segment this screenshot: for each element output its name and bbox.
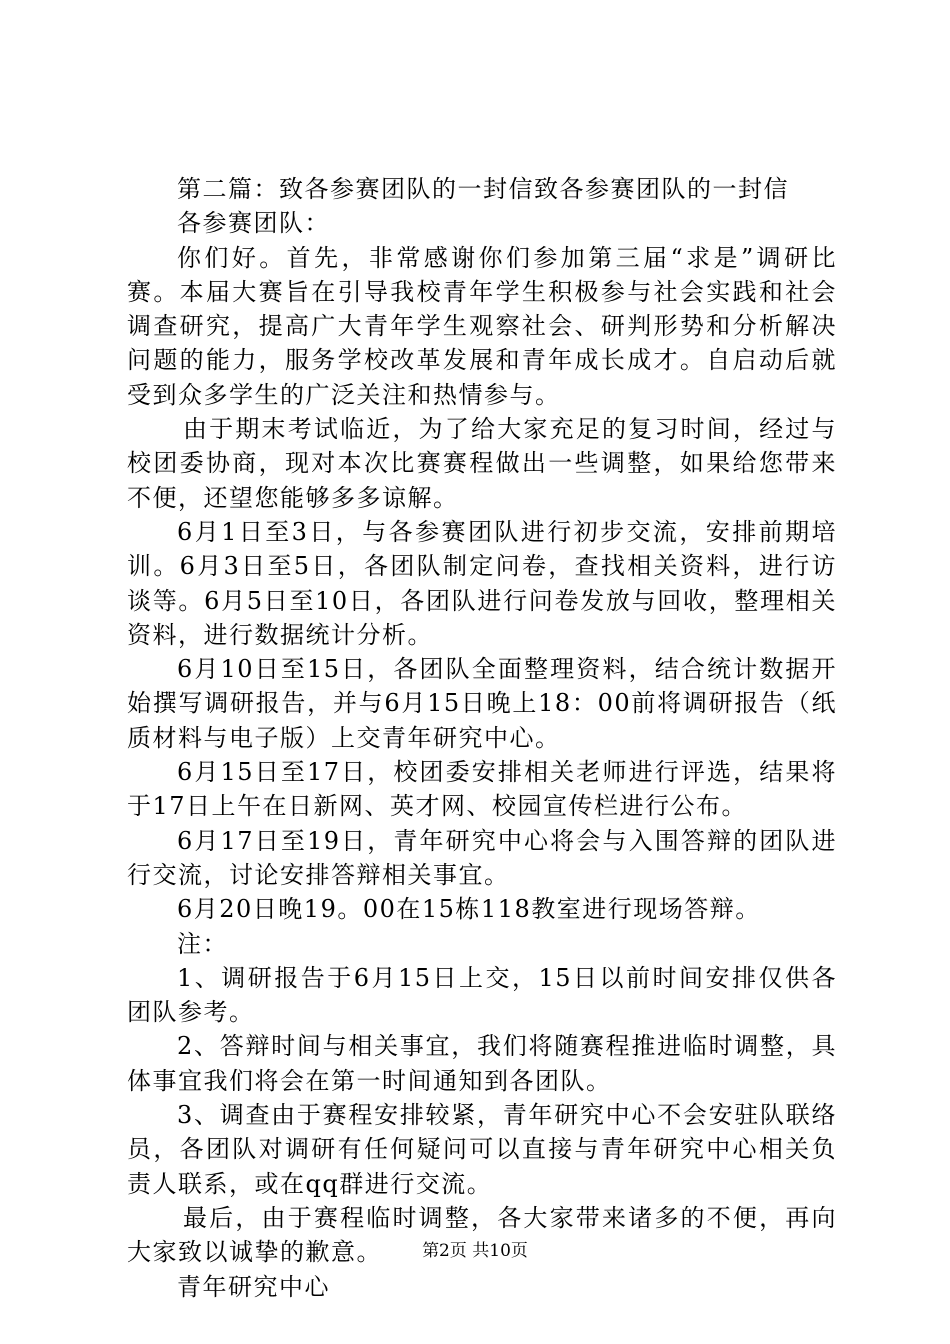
signature: 青年研究中心 xyxy=(177,1272,330,1301)
page-number-label: 第2页 共10页 xyxy=(422,1241,528,1261)
paragraph-schedule-june-10: 6月10日至15日，各团队全面整理资料，结合统计数据开始撰写调研报告，并与6月15日晚上18：00前将调研报告（纸质材料与电子版）上交青年研究中心。 xyxy=(127,655,837,752)
note-item-1: 1、调研报告于6月15日上交，15日以前时间安排仅供各团队参考。 xyxy=(127,963,837,1027)
paragraph-schedule-june-17: 6月17日至19日，青年研究中心将会与入围答辩的团队进行交流，讨论安排答辩相关事宜。 xyxy=(127,826,837,889)
letter-heading: 第二篇：致各参赛团队的一封信致各参赛团队的一封信 xyxy=(177,175,789,203)
paragraph-schedule-june-20: 6月20日晚19。00在15栋118教室进行现场答辩。 xyxy=(177,895,761,924)
paragraph-schedule-june-1: 6月1日至3日，与各参赛团队进行初步交流，安排前期培训。6月3日至5日，各团队制定问卷，查找相关资料，进行访谈等。6月5日至10日，各团队进行问卷发放与回收，整理相关资料，进行数据统计分析。 xyxy=(127,517,837,649)
letter-body xyxy=(127,172,837,1304)
note-item-2: 2、答辩时间与相关事宜，我们将随赛程推进临时调整，具体事宜我们将会在第一时间通知到各团队。 xyxy=(127,1032,837,1095)
paragraph-greeting: 你们好。首先，非常感谢你们参加第三届“求是”调研比赛。本届大赛旨在引导我校青年学生积极参与社会实践和社会调查研究，提高广大青年学生观察社会、研判形势和分析解决问题的能力，服务学校改革发展和青年成长成才。自启动后就受到众多学生的广泛关注和热情参与。 xyxy=(127,243,837,409)
paragraph-schedule-june-15: 6月15日至17日，校团委安排相关老师进行评选，结果将于17日上午在日新网、英才网、校园宣传栏进行公布。 xyxy=(127,758,837,821)
page-footer xyxy=(0,1240,950,1262)
note-item-3: 3、调查由于赛程安排较紧，青年研究中心不会安驻队联络员，各团队对调研有任何疑问可以直接与青年研究中心相关负责人联系，或在qq群进行交流。 xyxy=(127,1101,837,1198)
paragraph-schedule-change: 由于期末考试临近，为了给大家充足的复习时间，经过与校团委协商，现对本次比赛赛程做出一些调整，如果给您带来不便，还望您能够多多谅解。 xyxy=(127,415,837,512)
salutation: 各参赛团队： xyxy=(177,209,330,238)
paragraph-closing: 最后，由于赛程临时调整，各大家带来诸多的不便，再向大家致以诚挚的歉意。 xyxy=(127,1203,837,1267)
notes-label: 注： xyxy=(177,929,228,958)
